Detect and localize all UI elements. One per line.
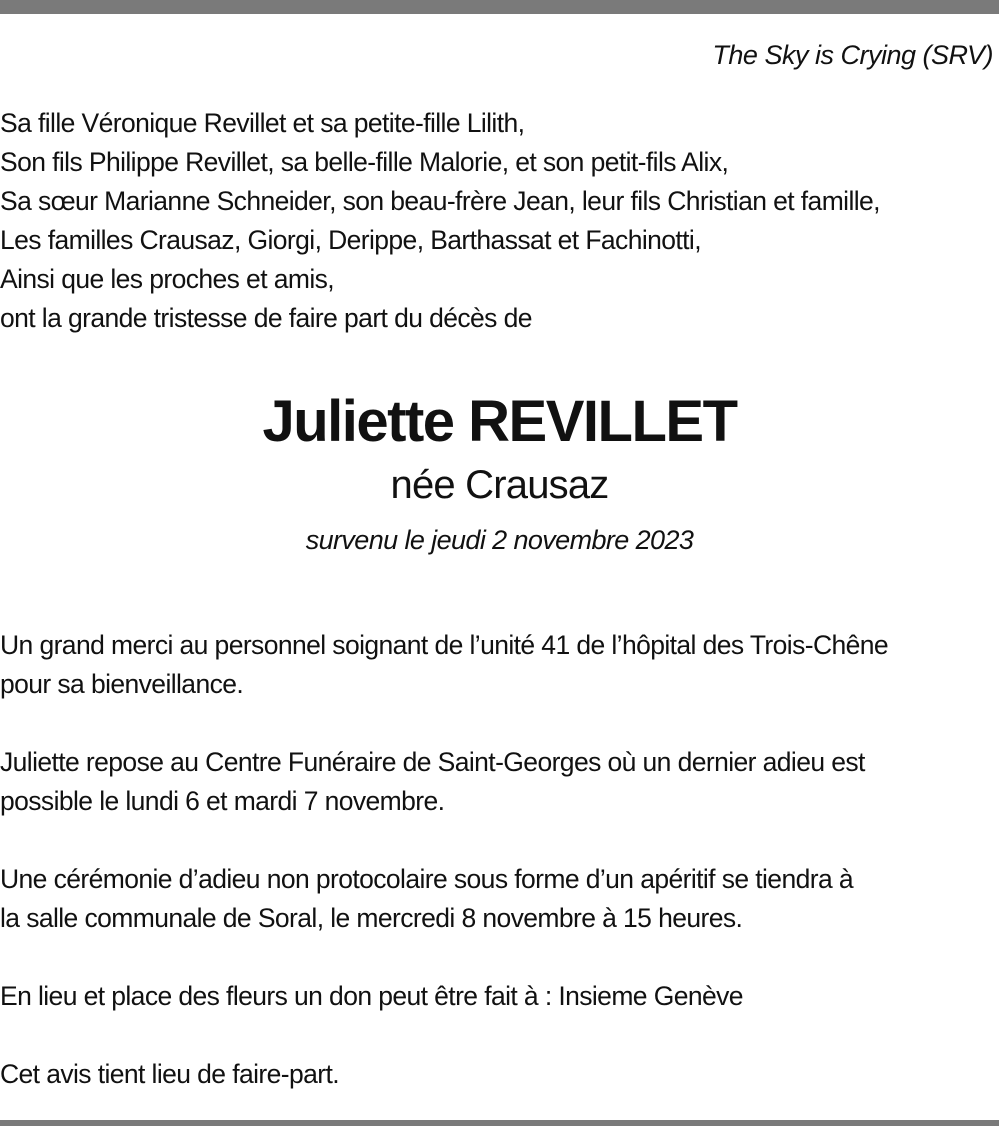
paragraph-line: Juliette repose au Centre Funéraire de Saint-Georges où un dernier adieu est: [0, 747, 865, 777]
family-line: Son fils Philippe Revillet, sa belle-fille Malorie, et son petit-fils Alix,: [0, 147, 729, 177]
deceased-block: [0, 384, 999, 558]
deceased-maiden-name: née Crausaz: [390, 463, 609, 507]
paragraph-line: possible le lundi 6 et mardi 7 novembre.: [0, 786, 445, 816]
family-line: Sa fille Véronique Revillet et sa petite-fille Lilith,: [0, 108, 525, 138]
epigraph: The Sky is Crying (SRV): [712, 40, 993, 70]
family-line: Les familles Crausaz, Giorgi, Derippe, Barthassat et Fachinotti,: [0, 225, 701, 255]
top-rule: [0, 0, 999, 14]
paragraph-line: Un grand merci au personnel soignant de l’unité 41 de l’hôpital des Trois-Chêne: [0, 630, 889, 660]
paragraph-line: En lieu et place des fleurs un don peut être fait à : Insieme Genève: [0, 981, 743, 1011]
paragraph-line: Une cérémonie d’adieu non protocolaire sous forme d’un apéritif se tiendra à: [0, 864, 853, 894]
paragraph-viewing: [0, 743, 999, 821]
deceased-name: Juliette REVILLET: [262, 389, 737, 454]
paragraph-ceremony: [0, 860, 999, 938]
paragraph-line: pour sa bienveillance.: [0, 669, 244, 699]
paragraph-line: Cet avis tient lieu de faire-part.: [0, 1059, 339, 1089]
bottom-rule: [0, 1120, 999, 1126]
family-line: ont la grande tristesse de faire part du décès de: [0, 303, 532, 333]
announcement-body: [0, 626, 999, 1133]
family-line: Sa sœur Marianne Schneider, son beau-frère Jean, leur fils Christian et famille,: [0, 186, 880, 216]
paragraph-line: la salle communale de Soral, le mercredi 8 novembre à 15 heures.: [0, 903, 743, 933]
deceased-date: survenu le jeudi 2 novembre 2023: [305, 525, 694, 555]
family-announcement: [0, 104, 999, 338]
paragraph-donation: [0, 977, 999, 1016]
paragraph-thanks: [0, 626, 999, 704]
paragraph-notice: [0, 1055, 999, 1094]
family-line: Ainsi que les proches et amis,: [0, 264, 335, 294]
